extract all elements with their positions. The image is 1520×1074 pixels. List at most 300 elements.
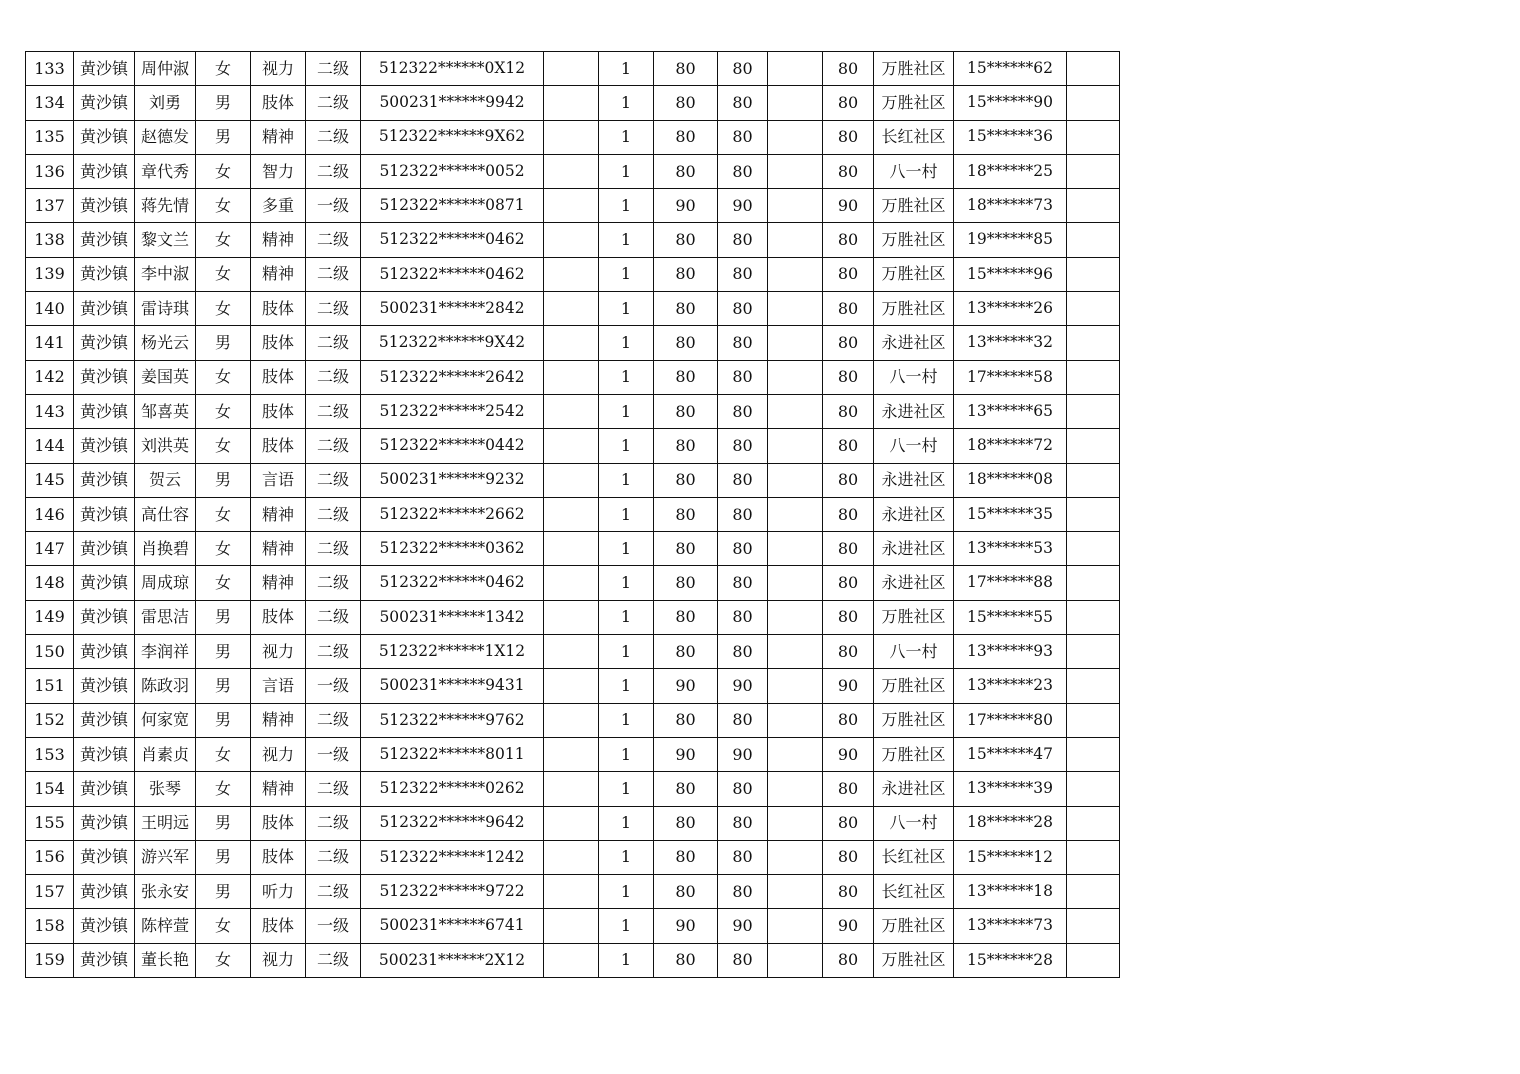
person-name-cell: 肖素贞 (135, 737, 196, 771)
disability-level-cell: 二级 (306, 566, 361, 600)
amount-cell: 80 (718, 120, 768, 154)
sex-cell: 女 (196, 223, 251, 257)
disability-type-cell: 肢体 (251, 429, 306, 463)
sex-cell: 女 (196, 909, 251, 943)
id-number-cell: 512322******2642 (361, 360, 544, 394)
count-cell: 1 (599, 600, 654, 634)
standard-amount-cell: 80 (654, 257, 718, 291)
blank-cell (768, 635, 823, 669)
blank-cell (544, 154, 599, 188)
id-number-cell: 500231******2X12 (361, 943, 544, 977)
id-number-cell: 512322******0X12 (361, 52, 544, 86)
standard-amount-cell: 80 (654, 429, 718, 463)
total-amount-cell: 80 (823, 875, 874, 909)
blank-cell (544, 463, 599, 497)
phone-cell: 15******62 (954, 52, 1067, 86)
table-row (26, 737, 1120, 771)
disability-level-cell: 二级 (306, 223, 361, 257)
amount-cell: 80 (718, 497, 768, 531)
disability-level-cell: 二级 (306, 292, 361, 326)
blank-cell (1067, 429, 1120, 463)
blank-cell (1067, 737, 1120, 771)
blank-cell (1067, 532, 1120, 566)
disability-level-cell: 二级 (306, 600, 361, 634)
disability-level-cell: 二级 (306, 635, 361, 669)
id-number-cell: 512322******9X62 (361, 120, 544, 154)
row-number-cell: 147 (26, 532, 74, 566)
count-cell: 1 (599, 394, 654, 428)
total-amount-cell: 80 (823, 326, 874, 360)
blank-cell (1067, 86, 1120, 120)
person-name-cell: 张永安 (135, 875, 196, 909)
blank-cell (544, 600, 599, 634)
person-name-cell: 雷思洁 (135, 600, 196, 634)
blank-cell (544, 806, 599, 840)
blank-cell (544, 497, 599, 531)
count-cell: 1 (599, 360, 654, 394)
total-amount-cell: 80 (823, 635, 874, 669)
id-number-cell: 512322******9X42 (361, 326, 544, 360)
community-cell: 永进社区 (874, 566, 954, 600)
id-number-cell: 512322******0462 (361, 566, 544, 600)
count-cell: 1 (599, 737, 654, 771)
table-row (26, 497, 1120, 531)
disability-level-cell: 二级 (306, 463, 361, 497)
blank-cell (544, 737, 599, 771)
table-row (26, 120, 1120, 154)
sex-cell: 女 (196, 52, 251, 86)
sex-cell: 男 (196, 326, 251, 360)
disability-type-cell: 精神 (251, 223, 306, 257)
count-cell: 1 (599, 772, 654, 806)
row-number-cell: 152 (26, 703, 74, 737)
blank-cell (1067, 154, 1120, 188)
amount-cell: 80 (718, 429, 768, 463)
count-cell: 1 (599, 909, 654, 943)
blank-cell (544, 532, 599, 566)
standard-amount-cell: 90 (654, 909, 718, 943)
blank-cell (1067, 600, 1120, 634)
table-row (26, 600, 1120, 634)
blank-cell (1067, 257, 1120, 291)
town-cell: 黄沙镇 (74, 943, 135, 977)
amount-cell: 80 (718, 86, 768, 120)
blank-cell (544, 326, 599, 360)
table-row (26, 326, 1120, 360)
row-number-cell: 137 (26, 189, 74, 223)
id-number-cell: 512322******0442 (361, 429, 544, 463)
amount-cell: 80 (718, 772, 768, 806)
sex-cell: 男 (196, 463, 251, 497)
amount-cell: 80 (718, 600, 768, 634)
phone-cell: 13******23 (954, 669, 1067, 703)
blank-cell (1067, 943, 1120, 977)
disability-level-cell: 二级 (306, 429, 361, 463)
table-row (26, 429, 1120, 463)
disability-type-cell: 视力 (251, 943, 306, 977)
person-name-cell: 肖换碧 (135, 532, 196, 566)
table-row (26, 292, 1120, 326)
count-cell: 1 (599, 703, 654, 737)
phone-cell: 13******53 (954, 532, 1067, 566)
standard-amount-cell: 80 (654, 394, 718, 428)
total-amount-cell: 80 (823, 292, 874, 326)
blank-cell (768, 463, 823, 497)
count-cell: 1 (599, 429, 654, 463)
row-number-cell: 148 (26, 566, 74, 600)
disability-type-cell: 精神 (251, 257, 306, 291)
blank-cell (1067, 394, 1120, 428)
disability-type-cell: 精神 (251, 566, 306, 600)
id-number-cell: 512322******9642 (361, 806, 544, 840)
community-cell: 万胜社区 (874, 257, 954, 291)
standard-amount-cell: 80 (654, 86, 718, 120)
phone-cell: 15******36 (954, 120, 1067, 154)
blank-cell (544, 189, 599, 223)
sex-cell: 男 (196, 120, 251, 154)
amount-cell: 80 (718, 360, 768, 394)
disability-level-cell: 二级 (306, 497, 361, 531)
amount-cell: 80 (718, 394, 768, 428)
phone-cell: 15******47 (954, 737, 1067, 771)
town-cell: 黄沙镇 (74, 120, 135, 154)
sex-cell: 女 (196, 737, 251, 771)
standard-amount-cell: 80 (654, 463, 718, 497)
town-cell: 黄沙镇 (74, 223, 135, 257)
person-name-cell: 章代秀 (135, 154, 196, 188)
sex-cell: 女 (196, 566, 251, 600)
standard-amount-cell: 90 (654, 189, 718, 223)
blank-cell (768, 737, 823, 771)
disability-type-cell: 肢体 (251, 394, 306, 428)
amount-cell: 80 (718, 840, 768, 874)
blank-cell (768, 875, 823, 909)
town-cell: 黄沙镇 (74, 292, 135, 326)
amount-cell: 80 (718, 463, 768, 497)
count-cell: 1 (599, 120, 654, 154)
count-cell: 1 (599, 669, 654, 703)
table-row (26, 806, 1120, 840)
total-amount-cell: 80 (823, 806, 874, 840)
community-cell: 万胜社区 (874, 909, 954, 943)
blank-cell (1067, 497, 1120, 531)
disability-level-cell: 二级 (306, 360, 361, 394)
blank-cell (768, 223, 823, 257)
id-number-cell: 512322******8011 (361, 737, 544, 771)
community-cell: 万胜社区 (874, 189, 954, 223)
standard-amount-cell: 80 (654, 497, 718, 531)
disability-type-cell: 精神 (251, 532, 306, 566)
table-row (26, 532, 1120, 566)
table-row (26, 772, 1120, 806)
disability-level-cell: 一级 (306, 669, 361, 703)
count-cell: 1 (599, 52, 654, 86)
id-number-cell: 512322******0462 (361, 257, 544, 291)
blank-cell (768, 840, 823, 874)
community-cell: 长红社区 (874, 120, 954, 154)
amount-cell: 80 (718, 292, 768, 326)
id-number-cell: 512322******9722 (361, 875, 544, 909)
town-cell: 黄沙镇 (74, 840, 135, 874)
table-body (26, 52, 1120, 978)
community-cell: 八一村 (874, 360, 954, 394)
sex-cell: 女 (196, 189, 251, 223)
sex-cell: 女 (196, 154, 251, 188)
row-number-cell: 151 (26, 669, 74, 703)
disability-type-cell: 视力 (251, 635, 306, 669)
town-cell: 黄沙镇 (74, 257, 135, 291)
disability-type-cell: 精神 (251, 703, 306, 737)
blank-cell (544, 875, 599, 909)
phone-cell: 13******93 (954, 635, 1067, 669)
blank-cell (768, 600, 823, 634)
table-row (26, 52, 1120, 86)
phone-cell: 17******88 (954, 566, 1067, 600)
row-number-cell: 149 (26, 600, 74, 634)
sex-cell: 男 (196, 840, 251, 874)
disability-type-cell: 智力 (251, 154, 306, 188)
standard-amount-cell: 80 (654, 600, 718, 634)
row-number-cell: 144 (26, 429, 74, 463)
community-cell: 万胜社区 (874, 737, 954, 771)
person-name-cell: 赵德发 (135, 120, 196, 154)
sex-cell: 男 (196, 600, 251, 634)
person-name-cell: 周仲淑 (135, 52, 196, 86)
blank-cell (1067, 463, 1120, 497)
standard-amount-cell: 80 (654, 326, 718, 360)
blank-cell (768, 566, 823, 600)
row-number-cell: 134 (26, 86, 74, 120)
row-number-cell: 158 (26, 909, 74, 943)
row-number-cell: 133 (26, 52, 74, 86)
blank-cell (768, 154, 823, 188)
blank-cell (544, 223, 599, 257)
amount-cell: 80 (718, 875, 768, 909)
community-cell: 万胜社区 (874, 223, 954, 257)
town-cell: 黄沙镇 (74, 463, 135, 497)
disability-type-cell: 视力 (251, 52, 306, 86)
town-cell: 黄沙镇 (74, 737, 135, 771)
town-cell: 黄沙镇 (74, 360, 135, 394)
blank-cell (544, 52, 599, 86)
row-number-cell: 138 (26, 223, 74, 257)
amount-cell: 80 (718, 532, 768, 566)
count-cell: 1 (599, 223, 654, 257)
person-name-cell: 董长艳 (135, 943, 196, 977)
amount-cell: 80 (718, 257, 768, 291)
standard-amount-cell: 80 (654, 154, 718, 188)
table-row (26, 86, 1120, 120)
blank-cell (768, 86, 823, 120)
community-cell: 永进社区 (874, 326, 954, 360)
total-amount-cell: 80 (823, 532, 874, 566)
blank-cell (1067, 566, 1120, 600)
phone-cell: 15******12 (954, 840, 1067, 874)
blank-cell (1067, 635, 1120, 669)
count-cell: 1 (599, 875, 654, 909)
town-cell: 黄沙镇 (74, 772, 135, 806)
total-amount-cell: 80 (823, 52, 874, 86)
town-cell: 黄沙镇 (74, 875, 135, 909)
count-cell: 1 (599, 292, 654, 326)
id-number-cell: 512322******0262 (361, 772, 544, 806)
disability-level-cell: 二级 (306, 120, 361, 154)
table-row (26, 360, 1120, 394)
blank-cell (544, 772, 599, 806)
blank-cell (544, 360, 599, 394)
amount-cell: 80 (718, 703, 768, 737)
town-cell: 黄沙镇 (74, 806, 135, 840)
standard-amount-cell: 90 (654, 669, 718, 703)
id-number-cell: 512322******0052 (361, 154, 544, 188)
row-number-cell: 157 (26, 875, 74, 909)
row-number-cell: 136 (26, 154, 74, 188)
table-row (26, 669, 1120, 703)
town-cell: 黄沙镇 (74, 532, 135, 566)
disability-level-cell: 二级 (306, 394, 361, 428)
person-name-cell: 刘勇 (135, 86, 196, 120)
blank-cell (544, 394, 599, 428)
community-cell: 永进社区 (874, 463, 954, 497)
community-cell: 万胜社区 (874, 600, 954, 634)
blank-cell (768, 189, 823, 223)
blank-cell (544, 257, 599, 291)
standard-amount-cell: 80 (654, 360, 718, 394)
row-number-cell: 143 (26, 394, 74, 428)
standard-amount-cell: 80 (654, 120, 718, 154)
row-number-cell: 154 (26, 772, 74, 806)
blank-cell (1067, 292, 1120, 326)
id-number-cell: 512322******9762 (361, 703, 544, 737)
community-cell: 八一村 (874, 429, 954, 463)
amount-cell: 80 (718, 154, 768, 188)
phone-cell: 13******26 (954, 292, 1067, 326)
community-cell: 永进社区 (874, 394, 954, 428)
disability-level-cell: 二级 (306, 875, 361, 909)
standard-amount-cell: 80 (654, 875, 718, 909)
count-cell: 1 (599, 497, 654, 531)
phone-cell: 15******90 (954, 86, 1067, 120)
town-cell: 黄沙镇 (74, 497, 135, 531)
person-name-cell: 王明远 (135, 806, 196, 840)
disability-level-cell: 二级 (306, 806, 361, 840)
disability-level-cell: 二级 (306, 86, 361, 120)
phone-cell: 15******35 (954, 497, 1067, 531)
phone-cell: 17******58 (954, 360, 1067, 394)
sex-cell: 男 (196, 86, 251, 120)
row-number-cell: 146 (26, 497, 74, 531)
sex-cell: 男 (196, 875, 251, 909)
table-row (26, 566, 1120, 600)
phone-cell: 13******18 (954, 875, 1067, 909)
count-cell: 1 (599, 257, 654, 291)
blank-cell (1067, 840, 1120, 874)
phone-cell: 13******65 (954, 394, 1067, 428)
disability-type-cell: 精神 (251, 120, 306, 154)
town-cell: 黄沙镇 (74, 600, 135, 634)
sex-cell: 女 (196, 772, 251, 806)
row-number-cell: 159 (26, 943, 74, 977)
town-cell: 黄沙镇 (74, 394, 135, 428)
blank-cell (1067, 703, 1120, 737)
phone-cell: 15******55 (954, 600, 1067, 634)
row-number-cell: 145 (26, 463, 74, 497)
amount-cell: 90 (718, 189, 768, 223)
blank-cell (544, 292, 599, 326)
community-cell: 万胜社区 (874, 52, 954, 86)
disability-level-cell: 二级 (306, 154, 361, 188)
community-cell: 长红社区 (874, 840, 954, 874)
blank-cell (768, 292, 823, 326)
blank-cell (544, 120, 599, 154)
sex-cell: 男 (196, 703, 251, 737)
total-amount-cell: 90 (823, 737, 874, 771)
standard-amount-cell: 80 (654, 52, 718, 86)
blank-cell (768, 257, 823, 291)
person-name-cell: 何家宽 (135, 703, 196, 737)
sex-cell: 女 (196, 292, 251, 326)
amount-cell: 80 (718, 635, 768, 669)
blank-cell (1067, 120, 1120, 154)
community-cell: 万胜社区 (874, 703, 954, 737)
amount-cell: 80 (718, 223, 768, 257)
phone-cell: 18******72 (954, 429, 1067, 463)
blank-cell (544, 429, 599, 463)
row-number-cell: 150 (26, 635, 74, 669)
blank-cell (544, 669, 599, 703)
sex-cell: 女 (196, 429, 251, 463)
blank-cell (1067, 360, 1120, 394)
total-amount-cell: 90 (823, 909, 874, 943)
blank-cell (1067, 52, 1120, 86)
blank-cell (768, 360, 823, 394)
blank-cell (1067, 909, 1120, 943)
amount-cell: 90 (718, 909, 768, 943)
amount-cell: 80 (718, 326, 768, 360)
person-name-cell: 陈政羽 (135, 669, 196, 703)
disability-level-cell: 二级 (306, 52, 361, 86)
sex-cell: 男 (196, 669, 251, 703)
standard-amount-cell: 80 (654, 703, 718, 737)
total-amount-cell: 80 (823, 120, 874, 154)
total-amount-cell: 80 (823, 463, 874, 497)
person-name-cell: 邹喜英 (135, 394, 196, 428)
blank-cell (1067, 669, 1120, 703)
community-cell: 万胜社区 (874, 669, 954, 703)
count-cell: 1 (599, 154, 654, 188)
standard-amount-cell: 80 (654, 806, 718, 840)
table-row (26, 154, 1120, 188)
table-row (26, 257, 1120, 291)
person-name-cell: 高仕容 (135, 497, 196, 531)
total-amount-cell: 90 (823, 189, 874, 223)
person-name-cell: 刘洪英 (135, 429, 196, 463)
total-amount-cell: 90 (823, 669, 874, 703)
disability-type-cell: 多重 (251, 189, 306, 223)
person-name-cell: 陈梓萱 (135, 909, 196, 943)
count-cell: 1 (599, 635, 654, 669)
disability-level-cell: 二级 (306, 772, 361, 806)
count-cell: 1 (599, 566, 654, 600)
id-number-cell: 512322******2542 (361, 394, 544, 428)
person-name-cell: 张琴 (135, 772, 196, 806)
person-name-cell: 杨光云 (135, 326, 196, 360)
disability-level-cell: 一级 (306, 189, 361, 223)
standard-amount-cell: 80 (654, 292, 718, 326)
total-amount-cell: 80 (823, 566, 874, 600)
amount-cell: 80 (718, 52, 768, 86)
disability-type-cell: 肢体 (251, 326, 306, 360)
